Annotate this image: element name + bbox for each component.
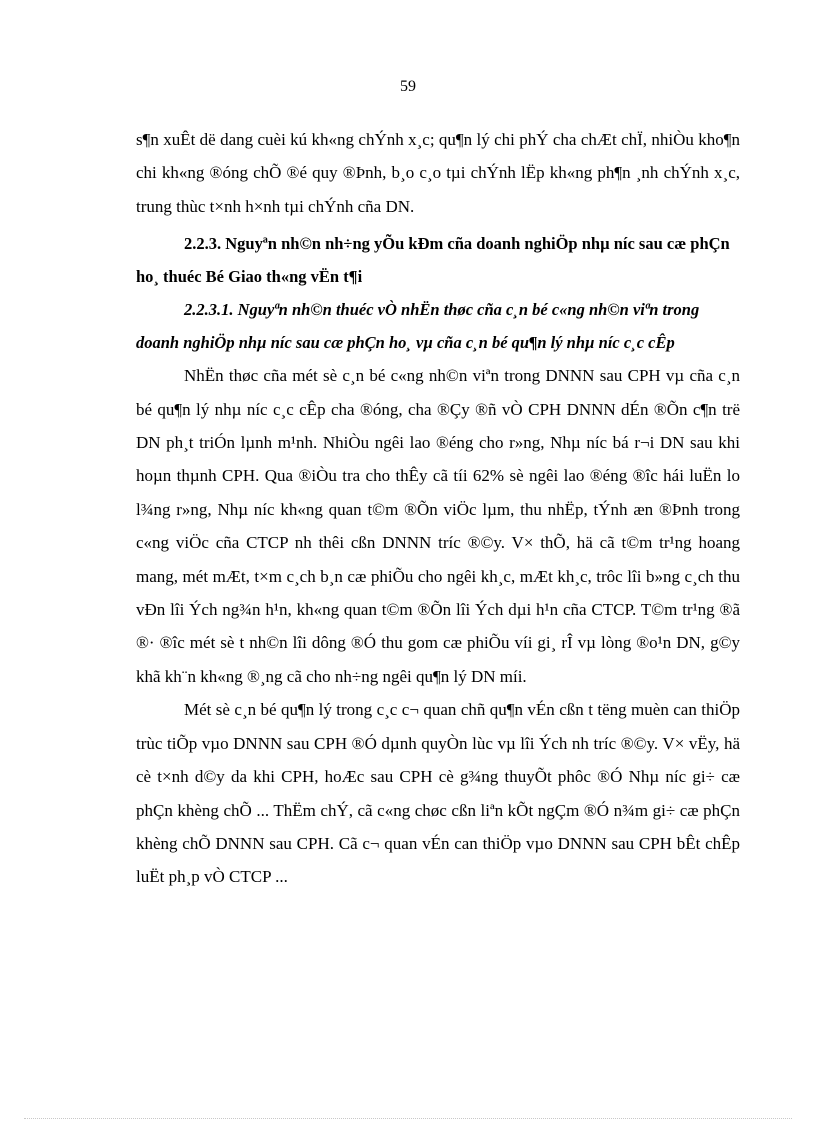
paragraph-intro: s¶n xuÊt dë dang cuèi kú kh«ng chÝnh x¸c; qu¶n lý chi phÝ cha chÆt chÏ, nhiÒu kho¶n chi kh«ng ®óng chÕ ®é quy ®Þnh, b¸o c¸o tµi chÝnh lËp kh«ng ph¶n ¸nh chÝnh x¸c, trung thùc t×nh h×nh tµi chÝnh cña DN. <box>136 130 740 216</box>
page-bottom-divider <box>24 1118 792 1119</box>
paragraph-body-2: Mét sè c¸n bé qu¶n lý trong c¸c c¬ quan chñ qu¶n vÉn cßn t tëng muèn can thiÖp trùc tiÕp vµo DNNN sau CPH ®Ó dµnh quyÒn lùc vµ lîi Ých nh tríc ®©y. V× vËy, hä cè t×nh d©y da khi CPH, hoÆc sau CPH cè g¾ng thuyÕt phôc ®Ó Nhµ níc gi÷ cæ phÇn khèng chÕ ... ThËm chÝ, cã c«ng chøc cßn liªn kÕt ngÇm ®Ó n¾m gi÷ cæ phÇn khèng chÕ DNNN sau CPH. Cã c¬ quan vÉn can thiÖp vµo DNNN sau CPH bÊt chÊp luËt ph¸p vÒ CTCP ... <box>136 700 740 887</box>
page-number: 59 <box>400 78 416 95</box>
paragraph-body-1: NhËn thøc cña mét sè c¸n bé c«ng nh©n viªn trong DNNN sau CPH vµ cña c¸n bé qu¶n lý nhµ níc c¸c cÊp cha ®óng, cha ®Çy ®ñ vÒ CPH DNNN dÉn ®Õn c¶n trë DN ph¸t triÓn lµnh m¹nh. NhiÒu ngêi lao ®éng cho r»ng, Nhµ níc bá r¬i DN sau khi hoµn thµnh CPH. Qua ®iÒu tra cho thÊy cã tíi 62% sè ngêi lao ®éng ®îc hái luËn lo l¾ng r»ng, Nhµ níc kh«ng quan t©m ®Õn viÖc lµm, thu nhËp, tÝnh æn ®Þnh trong c«ng viÖc cña CTCP nh thêi cßn DNNN tríc ®©y. V× thÕ, hä cã t©m tr¹ng hoang mang, mét mÆt, t×m c¸ch b¸n cæ phiÕu cho ngêi kh¸c, mÆt kh¸c, trôc lîi b»ng c¸ch thu vÐn lîi Ých ng¾n h¹n, kh«ng quan t©m ®Õn lîi Ých dµi h¹n cña CTCP. T©m tr¹ng ®ã ®· ®îc mét sè t nh©n lîi dông ®Ó thu gom cæ phiÕu víi gi¸ rÎ vµ lòng ®o¹n DN, g©y khã kh¨n kh«ng ®¸ng cã cho nh÷ng ngêi qu¶n lý DN míi. <box>136 366 740 686</box>
section-heading-2-2-3: 2.2.3. Nguyªn nh©n nh÷ng yÕu kÐm cña doanh nghiÖp nhµ níc sau cæ phÇn ho¸ thuéc Bé Giao th«ng vËn t¶i <box>136 234 730 287</box>
document-body <box>136 123 740 894</box>
subsection-heading-2-2-3-1: 2.2.3.1. Nguyªn nh©n thuéc vÒ nhËn thøc cña c¸n bé c«ng nh©n viªn trong doanh nghiÖp nhµ níc sau cæ phÇn ho¸ vµ cña c¸n bé qu¶n lý nhµ níc c¸c cÊp <box>136 300 700 353</box>
